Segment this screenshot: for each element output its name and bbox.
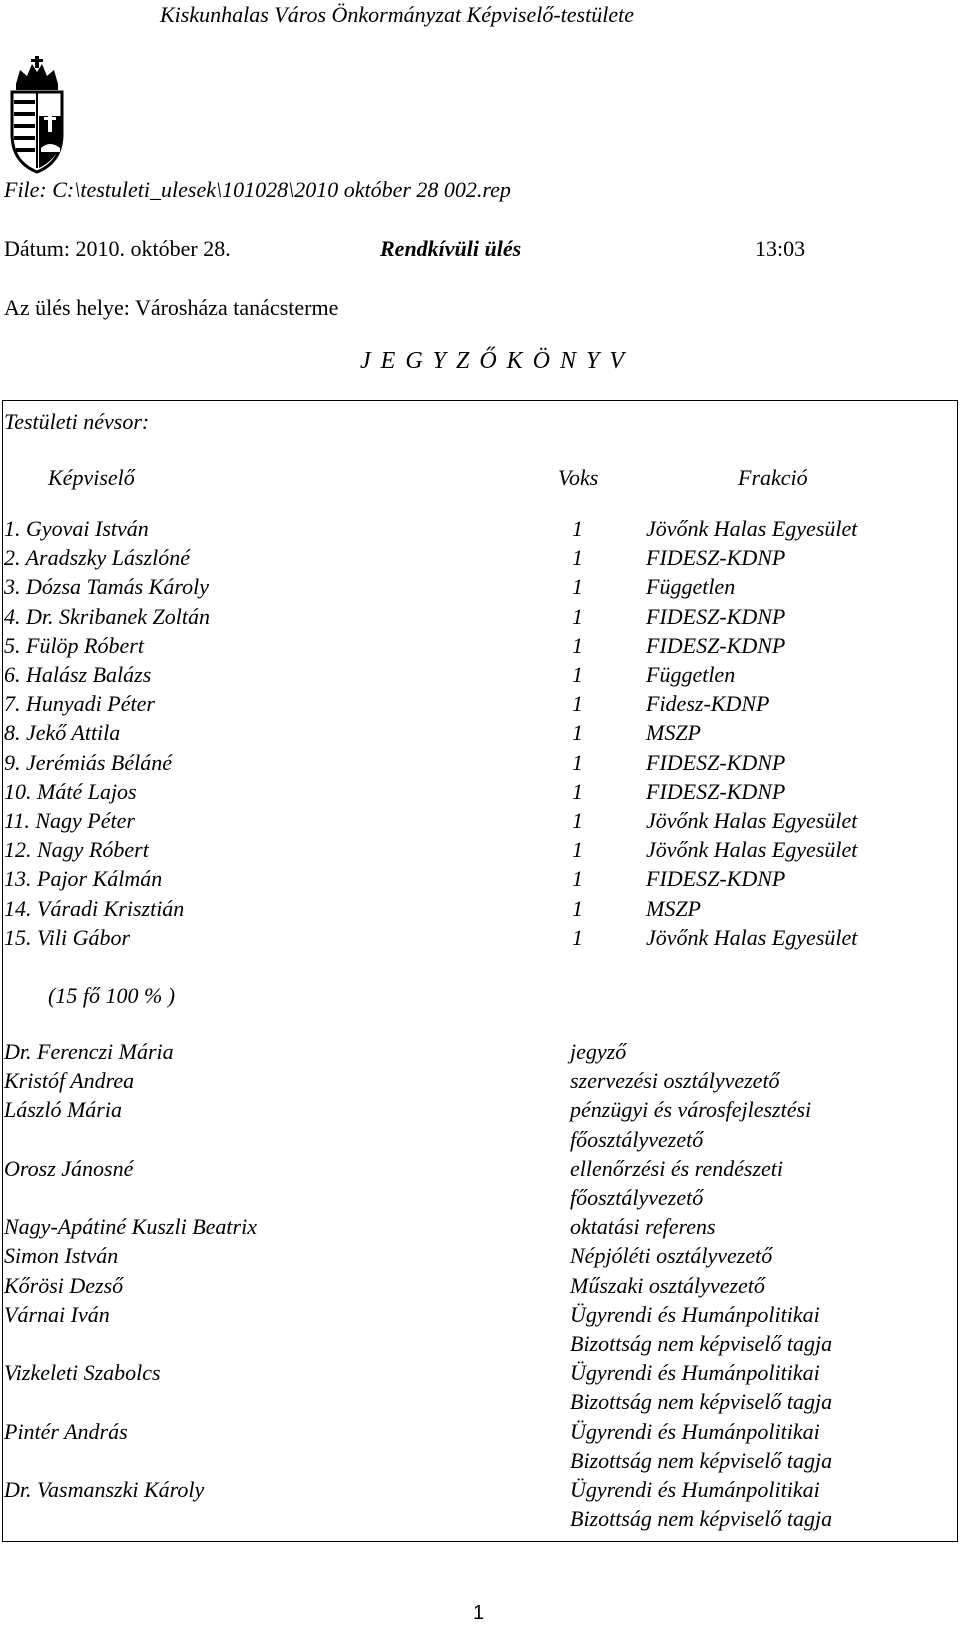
official-role: főosztályvezető (570, 1127, 704, 1152)
member-vote: 1 (572, 574, 583, 599)
official-role: Ügyrendi és Humánpolitikai (570, 1477, 820, 1502)
member-name: 13. Pajor Kálmán (4, 866, 163, 891)
member-faction: FIDESZ-KDNP (646, 604, 786, 629)
official-name: Orosz Jánosné (4, 1156, 134, 1181)
official-role: ellenőrzési és rendészeti (570, 1156, 784, 1181)
official-name: Várnai Iván (4, 1302, 110, 1327)
member-vote: 1 (572, 633, 583, 658)
attendance-summary: (15 fő 100 % ) (48, 983, 176, 1008)
column-header-vote: Voks (558, 465, 599, 490)
official-name: László Mária (4, 1097, 122, 1122)
member-name: 4. Dr. Skribanek Zoltán (4, 604, 210, 629)
session-date: Dátum: 2010. október 28. (4, 236, 231, 261)
file-path-line: File: C:\testuleti_ulesek\101028\2010 október 28 002.rep (4, 177, 511, 202)
member-name: 5. Fülöp Róbert (4, 633, 144, 658)
member-name: 8. Jekő Attila (4, 720, 121, 745)
official-role: oktatási referens (570, 1214, 716, 1239)
member-faction: Független (646, 662, 736, 687)
member-vote: 1 (572, 545, 583, 570)
member-name: 6. Halász Balázs (4, 662, 152, 687)
member-vote: 1 (572, 750, 583, 775)
roster-title: Testületi névsor: (4, 409, 150, 434)
member-vote: 1 (572, 925, 583, 950)
page-header-title: Kiskunhalas Város Önkormányzat Képviselő-testülete (160, 2, 634, 27)
official-name: Kőrösi Dezső (4, 1273, 124, 1298)
session-time: 13:03 (755, 236, 806, 261)
page-number: 1 (473, 1602, 485, 1624)
session-venue: Az ülés helye: Városháza tanácsterme (4, 295, 339, 320)
member-name: 11. Nagy Péter (4, 808, 135, 833)
member-faction: Jövőnk Halas Egyesület (646, 808, 858, 833)
member-vote: 1 (572, 896, 583, 921)
member-faction: FIDESZ-KDNP (646, 633, 786, 658)
member-faction: Fidesz-KDNP (646, 691, 770, 716)
official-name: Dr. Vasmanszki Károly (4, 1477, 205, 1502)
coat-of-arms-icon (8, 56, 66, 174)
member-vote: 1 (572, 808, 583, 833)
official-role: Népjóléti osztályvezető (570, 1243, 773, 1268)
official-role: Ügyrendi és Humánpolitikai (570, 1360, 820, 1385)
member-faction: Jövőnk Halas Egyesület (646, 837, 858, 862)
member-faction: FIDESZ-KDNP (646, 545, 786, 570)
official-name: Kristóf Andrea (4, 1068, 135, 1093)
member-faction: Jövőnk Halas Egyesület (646, 516, 858, 541)
member-faction: MSZP (646, 896, 701, 921)
member-name: 9. Jerémiás Béláné (4, 750, 172, 775)
official-role: Műszaki osztályvezető (570, 1273, 765, 1298)
member-faction: MSZP (646, 720, 701, 745)
member-vote: 1 (572, 516, 583, 541)
member-vote: 1 (572, 691, 583, 716)
member-name: 12. Nagy Róbert (4, 837, 149, 862)
official-role: Bizottság nem képviselő tagja (570, 1506, 833, 1531)
official-name: Vizkeleti Szabolcs (4, 1360, 161, 1385)
official-role: Bizottság nem képviselő tagja (570, 1389, 833, 1414)
member-vote: 1 (572, 866, 583, 891)
official-name: Nagy-Apátiné Kuszli Beatrix (4, 1214, 257, 1239)
column-header-faction: Frakció (738, 465, 808, 490)
official-role: Ügyrendi és Humánpolitikai (570, 1419, 820, 1444)
official-role: pénzügyi és városfejlesztési (570, 1097, 812, 1122)
column-header-representative: Képviselő (48, 465, 135, 490)
member-name: 3. Dózsa Tamás Károly (4, 574, 209, 599)
member-faction: Jövőnk Halas Egyesület (646, 925, 858, 950)
member-faction: FIDESZ-KDNP (646, 779, 786, 804)
official-role: Bizottság nem képviselő tagja (570, 1331, 833, 1356)
document-title: J E G Y Z Ő K Ö N Y V (360, 348, 627, 374)
official-role: Bizottság nem képviselő tagja (570, 1448, 833, 1473)
member-name: 1. Gyovai István (4, 516, 149, 541)
member-vote: 1 (572, 604, 583, 629)
official-role: szervezési osztályvezető (570, 1068, 780, 1093)
member-name: 15. Vili Gábor (4, 925, 131, 950)
member-vote: 1 (572, 837, 583, 862)
member-name: 7. Hunyadi Péter (4, 691, 155, 716)
member-vote: 1 (572, 662, 583, 687)
official-role: Ügyrendi és Humánpolitikai (570, 1302, 820, 1327)
member-faction: FIDESZ-KDNP (646, 750, 786, 775)
member-faction: Független (646, 574, 736, 599)
member-vote: 1 (572, 720, 583, 745)
member-name: 2. Aradszky Lászlóné (4, 545, 190, 570)
member-faction: FIDESZ-KDNP (646, 866, 786, 891)
official-name: Simon István (4, 1243, 119, 1268)
session-type: Rendkívüli ülés (380, 236, 522, 261)
official-role: főosztályvezető (570, 1185, 704, 1210)
official-name: Dr. Ferenczi Mária (4, 1039, 174, 1064)
member-name: 14. Váradi Krisztián (4, 896, 185, 921)
member-name: 10. Máté Lajos (4, 779, 137, 804)
member-vote: 1 (572, 779, 583, 804)
official-role: jegyző (570, 1039, 627, 1064)
official-name: Pintér András (4, 1419, 128, 1444)
